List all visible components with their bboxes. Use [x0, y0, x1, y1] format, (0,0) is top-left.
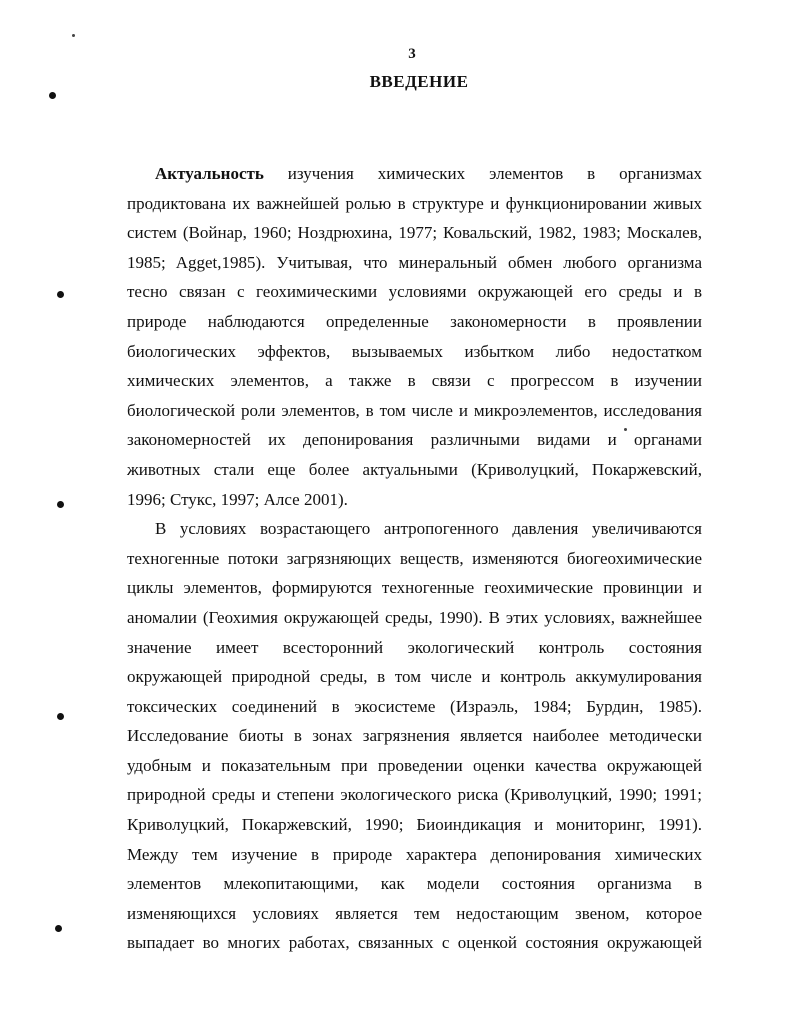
- text-line: закономерностей их депонирования различными видами и органами: [127, 430, 702, 450]
- text-line: Криволуцкий, Покаржевский, 1990; Биоиндикация и мониторинг, 1991).: [127, 815, 702, 835]
- scan-hole-mark: [49, 92, 56, 99]
- text-line: техногенные потоки загрязняющих веществ, изменяются биогеохимические: [127, 548, 702, 568]
- text-line: выпадает во многих работах, связанных с оценкой состояния окружающей: [127, 933, 702, 953]
- text-line: окружающей природной среды, в том числе и контроль аккумулирования: [127, 667, 702, 687]
- text-line: элементов млекопитающими, как модели состояния организма в: [127, 874, 702, 894]
- text-line: циклы элементов, формируются техногенные геохимические провинции и: [127, 578, 702, 598]
- text-line: химических элементов, а также в связи с прогрессом в изучении: [127, 371, 702, 391]
- text-line: изменяющихся условиях является тем недостающим звеном, которое: [127, 903, 702, 923]
- text-line: 1985; Agget,1985). Учитывая, что минеральный обмен любого организма: [127, 252, 702, 272]
- scan-speck: [72, 34, 75, 37]
- scan-hole-mark: [57, 291, 64, 298]
- text-line: тесно связан с геохимическими условиями окружающей его среды и в: [127, 282, 702, 302]
- text-line: значение имеет всесторонний экологический контроль состояния: [127, 637, 702, 657]
- paragraph-2-first-line: В условиях возрастающего антропогенного давления увеличиваются: [155, 519, 702, 539]
- text-line: Исследование биоты в зонах загрязнения является наиболее методически: [127, 726, 702, 746]
- body-text: [127, 159, 702, 958]
- text-line: природе наблюдаются определенные закономерности в проявлении: [127, 311, 702, 331]
- text-line: 1996; Стукс, 1997; Алсе 2001).: [127, 489, 348, 509]
- text-line: Между тем изучение в природе характера депонирования химических: [127, 844, 702, 864]
- text-line: природной среды и степени экологического риска (Криволуцкий, 1990; 1991;: [127, 785, 702, 805]
- scan-hole-mark: [55, 925, 62, 932]
- text-line: систем (Войнар, 1960; Ноздрюхина, 1977; Ковальский, 1982, 1983; Москалев,: [127, 223, 702, 243]
- text-line: токсических соединений в экосистеме (Израэль, 1984; Бурдин, 1985).: [127, 696, 702, 716]
- text-line: биологической роли элементов, в том числе и микроэлементов, исследования: [127, 400, 702, 420]
- text-line: продиктована их важнейшей ролью в структуре и функционировании живых: [127, 193, 702, 213]
- text-line: животных стали еще более актуальными (Криволуцкий, Покаржевский,: [127, 459, 702, 479]
- page-title: ВВЕДЕНИЕ: [369, 72, 469, 91]
- paragraph-1-first-line: [127, 159, 702, 189]
- text-line: удобным и показательным при проведении оценки качества окружающей: [127, 755, 702, 775]
- lead-term: Актуальность: [155, 164, 264, 183]
- text-line: изучения химических элементов в организмах: [287, 164, 702, 183]
- scan-hole-mark: [57, 501, 64, 508]
- page-number: 3: [408, 46, 416, 62]
- text-line: аномалии (Геохимия окружающей среды, 1990). В этих условиях, важнейшее: [127, 607, 702, 627]
- text-line: биологических эффектов, вызываемых избытком либо недостатком: [127, 341, 702, 361]
- scan-hole-mark: [57, 713, 64, 720]
